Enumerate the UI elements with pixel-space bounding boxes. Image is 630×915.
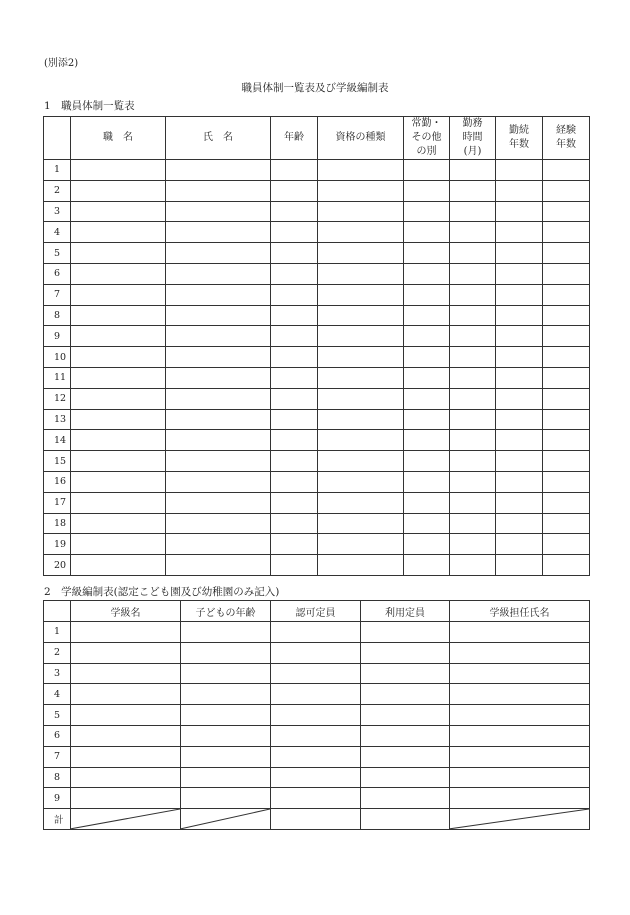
- input-cell[interactable]: [166, 430, 271, 451]
- input-cell[interactable]: [271, 180, 318, 201]
- input-cell[interactable]: [71, 243, 166, 264]
- input-cell[interactable]: [543, 180, 590, 201]
- input-cell[interactable]: [404, 430, 450, 451]
- input-cell[interactable]: [271, 663, 361, 684]
- row-number: 9: [44, 326, 71, 347]
- input-cell[interactable]: [543, 347, 590, 368]
- row-number: 12: [44, 388, 71, 409]
- input-cell[interactable]: [450, 326, 496, 347]
- input-cell[interactable]: [450, 409, 496, 430]
- input-cell[interactable]: [361, 767, 450, 788]
- input-cell[interactable]: [450, 201, 496, 222]
- input-cell[interactable]: [166, 388, 271, 409]
- input-cell[interactable]: [318, 430, 404, 451]
- input-cell[interactable]: [71, 388, 166, 409]
- input-cell[interactable]: [71, 347, 166, 368]
- total-input-cell[interactable]: [361, 809, 450, 830]
- input-cell[interactable]: [271, 388, 318, 409]
- input-cell[interactable]: [496, 326, 543, 347]
- input-cell[interactable]: [166, 409, 271, 430]
- row-number: 2: [44, 642, 71, 663]
- header-position: 職 名: [71, 117, 166, 160]
- input-cell[interactable]: [318, 180, 404, 201]
- input-cell[interactable]: [361, 725, 450, 746]
- input-cell[interactable]: [271, 451, 318, 472]
- input-cell[interactable]: [166, 555, 271, 576]
- input-cell[interactable]: [71, 284, 166, 305]
- staff-row: [44, 284, 590, 305]
- input-cell[interactable]: [496, 347, 543, 368]
- section2-heading: 2 学級編制表(認定こども園及び幼稚園のみ記入): [44, 586, 280, 598]
- input-cell[interactable]: [496, 263, 543, 284]
- input-cell[interactable]: [543, 263, 590, 284]
- input-cell[interactable]: [318, 388, 404, 409]
- row-number: 4: [44, 684, 71, 705]
- input-cell[interactable]: [543, 243, 590, 264]
- input-cell[interactable]: [543, 326, 590, 347]
- header-employment-type: 常勤・ その他 の別: [404, 117, 450, 160]
- header-teacher-name: 学級担任氏名: [450, 601, 590, 622]
- input-cell[interactable]: [271, 305, 318, 326]
- staff-row: [44, 222, 590, 243]
- struck-cell: [181, 809, 271, 830]
- input-cell[interactable]: [496, 555, 543, 576]
- input-cell[interactable]: [543, 222, 590, 243]
- input-cell[interactable]: [166, 180, 271, 201]
- staff-row: [44, 513, 590, 534]
- input-cell[interactable]: [71, 160, 166, 181]
- input-cell[interactable]: [450, 534, 496, 555]
- input-cell[interactable]: [318, 471, 404, 492]
- input-cell[interactable]: [71, 534, 166, 555]
- staff-row: [44, 263, 590, 284]
- row-number: 3: [44, 201, 71, 222]
- input-cell[interactable]: [404, 534, 450, 555]
- row-number: 18: [44, 513, 71, 534]
- input-cell[interactable]: [404, 492, 450, 513]
- class-row: [44, 746, 590, 767]
- input-cell[interactable]: [496, 534, 543, 555]
- input-cell[interactable]: [450, 767, 590, 788]
- row-number: 5: [44, 243, 71, 264]
- input-cell[interactable]: [404, 555, 450, 576]
- header-class-name: 学級名: [71, 601, 181, 622]
- input-cell[interactable]: [71, 367, 166, 388]
- input-cell[interactable]: [71, 222, 166, 243]
- input-cell[interactable]: [361, 746, 450, 767]
- row-number: 14: [44, 430, 71, 451]
- class-table: [43, 600, 590, 830]
- input-cell[interactable]: [166, 326, 271, 347]
- input-cell[interactable]: [361, 642, 450, 663]
- input-cell[interactable]: [450, 367, 496, 388]
- input-cell[interactable]: [166, 367, 271, 388]
- input-cell[interactable]: [166, 222, 271, 243]
- row-number: 7: [44, 746, 71, 767]
- input-cell[interactable]: [271, 471, 318, 492]
- input-cell[interactable]: [166, 492, 271, 513]
- row-number: 3: [44, 663, 71, 684]
- input-cell[interactable]: [450, 622, 590, 643]
- row-number: 10: [44, 347, 71, 368]
- row-number: 8: [44, 305, 71, 326]
- input-cell[interactable]: [450, 284, 496, 305]
- input-cell[interactable]: [318, 326, 404, 347]
- row-number: 1: [44, 622, 71, 643]
- input-cell[interactable]: [543, 534, 590, 555]
- struck-cell: [450, 809, 590, 830]
- input-cell[interactable]: [361, 663, 450, 684]
- input-cell[interactable]: [543, 367, 590, 388]
- input-cell[interactable]: [450, 430, 496, 451]
- input-cell[interactable]: [318, 243, 404, 264]
- row-number: 17: [44, 492, 71, 513]
- input-cell[interactable]: [166, 451, 271, 472]
- input-cell[interactable]: [496, 492, 543, 513]
- header-authorized-capacity: 認可定員: [271, 601, 361, 622]
- row-number: 9: [44, 788, 71, 809]
- input-cell[interactable]: [450, 555, 496, 576]
- input-cell[interactable]: [71, 326, 166, 347]
- input-cell[interactable]: [71, 201, 166, 222]
- input-cell[interactable]: [271, 684, 361, 705]
- input-cell[interactable]: [404, 263, 450, 284]
- input-cell[interactable]: [450, 471, 496, 492]
- input-cell[interactable]: [404, 243, 450, 264]
- input-cell[interactable]: [450, 160, 496, 181]
- input-cell[interactable]: [271, 284, 318, 305]
- input-cell[interactable]: [181, 746, 271, 767]
- input-cell[interactable]: [450, 243, 496, 264]
- header-years-experience: 経験 年数: [543, 117, 590, 160]
- input-cell[interactable]: [543, 305, 590, 326]
- input-cell[interactable]: [271, 705, 361, 726]
- input-cell[interactable]: [318, 160, 404, 181]
- input-cell[interactable]: [166, 347, 271, 368]
- input-cell[interactable]: [543, 160, 590, 181]
- input-cell[interactable]: [166, 513, 271, 534]
- input-cell[interactable]: [404, 367, 450, 388]
- header-child-age: 子どもの年齢: [181, 601, 271, 622]
- class-row: [44, 705, 590, 726]
- class-row: [44, 725, 590, 746]
- row-number: 7: [44, 284, 71, 305]
- input-cell[interactable]: [271, 788, 361, 809]
- input-cell[interactable]: [71, 492, 166, 513]
- input-cell[interactable]: [496, 388, 543, 409]
- input-cell[interactable]: [404, 513, 450, 534]
- input-cell[interactable]: [181, 725, 271, 746]
- input-cell[interactable]: [496, 284, 543, 305]
- input-cell[interactable]: [496, 367, 543, 388]
- staff-row: [44, 326, 590, 347]
- input-cell[interactable]: [496, 222, 543, 243]
- document-title: 職員体制一覧表及び学級編制表: [241, 82, 389, 94]
- row-number: 13: [44, 409, 71, 430]
- input-cell[interactable]: [318, 347, 404, 368]
- input-cell[interactable]: [543, 492, 590, 513]
- input-cell[interactable]: [166, 305, 271, 326]
- staff-row: [44, 367, 590, 388]
- input-cell[interactable]: [450, 513, 496, 534]
- input-cell[interactable]: [496, 180, 543, 201]
- input-cell[interactable]: [450, 451, 496, 472]
- input-cell[interactable]: [166, 201, 271, 222]
- input-cell[interactable]: [71, 725, 181, 746]
- staff-row: [44, 409, 590, 430]
- staff-row: [44, 451, 590, 472]
- input-cell[interactable]: [181, 705, 271, 726]
- input-cell[interactable]: [404, 347, 450, 368]
- staff-row: [44, 305, 590, 326]
- input-cell[interactable]: [318, 513, 404, 534]
- input-cell[interactable]: [271, 160, 318, 181]
- input-cell[interactable]: [496, 201, 543, 222]
- input-cell[interactable]: [71, 555, 166, 576]
- input-cell[interactable]: [181, 767, 271, 788]
- input-cell[interactable]: [404, 451, 450, 472]
- input-cell[interactable]: [71, 663, 181, 684]
- input-cell[interactable]: [404, 388, 450, 409]
- input-cell[interactable]: [318, 555, 404, 576]
- input-cell[interactable]: [271, 725, 361, 746]
- header-name: 氏 名: [166, 117, 271, 160]
- input-cell[interactable]: [181, 642, 271, 663]
- total-label: 計: [44, 809, 71, 830]
- diagonal-strike-line: [450, 809, 589, 829]
- input-cell[interactable]: [450, 705, 590, 726]
- staff-row: [44, 430, 590, 451]
- input-cell[interactable]: [450, 684, 590, 705]
- input-cell[interactable]: [318, 222, 404, 243]
- class-table-header: [44, 601, 590, 622]
- input-cell[interactable]: [450, 305, 496, 326]
- input-cell[interactable]: [543, 555, 590, 576]
- input-cell[interactable]: [271, 767, 361, 788]
- input-cell[interactable]: [496, 305, 543, 326]
- input-cell[interactable]: [271, 326, 318, 347]
- input-cell[interactable]: [71, 451, 166, 472]
- row-number: 6: [44, 725, 71, 746]
- row-number: 11: [44, 367, 71, 388]
- input-cell[interactable]: [71, 642, 181, 663]
- diagonal-strike-line: [181, 809, 270, 829]
- row-number: 20: [44, 555, 71, 576]
- section1-heading: 1 職員体制一覧表: [44, 100, 135, 112]
- input-cell[interactable]: [318, 451, 404, 472]
- row-number: 8: [44, 767, 71, 788]
- header-blank: [44, 601, 71, 622]
- input-cell[interactable]: [543, 471, 590, 492]
- input-cell[interactable]: [450, 642, 590, 663]
- input-cell[interactable]: [71, 263, 166, 284]
- input-cell[interactable]: [496, 451, 543, 472]
- class-row: [44, 788, 590, 809]
- input-cell[interactable]: [404, 305, 450, 326]
- input-cell[interactable]: [166, 263, 271, 284]
- row-number: 4: [44, 222, 71, 243]
- input-cell[interactable]: [166, 160, 271, 181]
- total-input-cell[interactable]: [271, 809, 361, 830]
- input-cell[interactable]: [496, 160, 543, 181]
- struck-cell: [71, 809, 181, 830]
- input-cell[interactable]: [166, 284, 271, 305]
- input-cell[interactable]: [496, 513, 543, 534]
- input-cell[interactable]: [71, 622, 181, 643]
- input-cell[interactable]: [543, 201, 590, 222]
- input-cell[interactable]: [450, 263, 496, 284]
- staff-row: [44, 180, 590, 201]
- input-cell[interactable]: [361, 788, 450, 809]
- input-cell[interactable]: [496, 471, 543, 492]
- input-cell[interactable]: [543, 409, 590, 430]
- input-cell[interactable]: [450, 725, 590, 746]
- input-cell[interactable]: [318, 263, 404, 284]
- header-qualification: 資格の種類: [318, 117, 404, 160]
- class-row: [44, 663, 590, 684]
- header-work-hours: 勤務 時間 (月): [450, 117, 496, 160]
- input-cell[interactable]: [271, 243, 318, 264]
- input-cell[interactable]: [166, 471, 271, 492]
- class-row: [44, 642, 590, 663]
- staff-row: [44, 534, 590, 555]
- staff-row: [44, 160, 590, 181]
- input-cell[interactable]: [496, 430, 543, 451]
- row-number: 15: [44, 451, 71, 472]
- input-cell[interactable]: [318, 492, 404, 513]
- input-cell[interactable]: [181, 663, 271, 684]
- input-cell[interactable]: [543, 451, 590, 472]
- input-cell[interactable]: [271, 746, 361, 767]
- input-cell[interactable]: [450, 788, 590, 809]
- input-cell[interactable]: [71, 430, 166, 451]
- input-cell[interactable]: [271, 347, 318, 368]
- input-cell[interactable]: [71, 409, 166, 430]
- input-cell[interactable]: [271, 492, 318, 513]
- staff-row: [44, 471, 590, 492]
- input-cell[interactable]: [271, 263, 318, 284]
- input-cell[interactable]: [450, 492, 496, 513]
- staff-table-header: [44, 117, 590, 160]
- input-cell[interactable]: [450, 180, 496, 201]
- diagonal-strike-line: [71, 809, 180, 829]
- input-cell[interactable]: [181, 622, 271, 643]
- input-cell[interactable]: [71, 746, 181, 767]
- header-usage-capacity: 利用定員: [361, 601, 450, 622]
- input-cell[interactable]: [71, 767, 181, 788]
- staff-row: [44, 555, 590, 576]
- header-years-service: 勤続 年数: [496, 117, 543, 160]
- input-cell[interactable]: [318, 534, 404, 555]
- row-number: 16: [44, 471, 71, 492]
- input-cell[interactable]: [318, 284, 404, 305]
- input-cell[interactable]: [271, 409, 318, 430]
- staff-row: [44, 243, 590, 264]
- input-cell[interactable]: [271, 201, 318, 222]
- input-cell[interactable]: [166, 243, 271, 264]
- header-age: 年齢: [271, 117, 318, 160]
- class-row: [44, 684, 590, 705]
- input-cell[interactable]: [450, 746, 590, 767]
- row-number: 2: [44, 180, 71, 201]
- input-cell[interactable]: [404, 222, 450, 243]
- input-cell[interactable]: [361, 705, 450, 726]
- input-cell[interactable]: [543, 388, 590, 409]
- input-cell[interactable]: [496, 243, 543, 264]
- input-cell[interactable]: [71, 705, 181, 726]
- input-cell[interactable]: [181, 788, 271, 809]
- input-cell[interactable]: [450, 388, 496, 409]
- input-cell[interactable]: [271, 222, 318, 243]
- row-number: 6: [44, 263, 71, 284]
- input-cell[interactable]: [361, 622, 450, 643]
- input-cell[interactable]: [404, 409, 450, 430]
- row-number: 1: [44, 160, 71, 181]
- input-cell[interactable]: [318, 305, 404, 326]
- input-cell[interactable]: [404, 180, 450, 201]
- attachment-label: (別添2): [44, 58, 79, 69]
- input-cell[interactable]: [71, 513, 166, 534]
- staff-table: [43, 116, 590, 576]
- input-cell[interactable]: [271, 513, 318, 534]
- input-cell[interactable]: [404, 160, 450, 181]
- class-row: [44, 622, 590, 643]
- input-cell[interactable]: [318, 409, 404, 430]
- staff-row: [44, 492, 590, 513]
- input-cell[interactable]: [71, 684, 181, 705]
- staff-row: [44, 347, 590, 368]
- input-cell[interactable]: [404, 201, 450, 222]
- row-number: 19: [44, 534, 71, 555]
- input-cell[interactable]: [543, 430, 590, 451]
- input-cell[interactable]: [71, 471, 166, 492]
- input-cell[interactable]: [496, 409, 543, 430]
- total-row: [44, 809, 590, 830]
- row-number: 5: [44, 705, 71, 726]
- input-cell[interactable]: [271, 534, 318, 555]
- input-cell[interactable]: [271, 430, 318, 451]
- input-cell[interactable]: [404, 471, 450, 492]
- input-cell[interactable]: [404, 284, 450, 305]
- staff-row: [44, 201, 590, 222]
- input-cell[interactable]: [543, 513, 590, 534]
- input-cell[interactable]: [271, 555, 318, 576]
- input-cell[interactable]: [450, 663, 590, 684]
- header-blank: [44, 117, 71, 160]
- input-cell[interactable]: [271, 622, 361, 643]
- input-cell[interactable]: [404, 326, 450, 347]
- input-cell[interactable]: [181, 684, 271, 705]
- input-cell[interactable]: [318, 367, 404, 388]
- input-cell[interactable]: [71, 180, 166, 201]
- staff-row: [44, 388, 590, 409]
- input-cell[interactable]: [450, 222, 496, 243]
- input-cell[interactable]: [71, 305, 166, 326]
- input-cell[interactable]: [450, 347, 496, 368]
- input-cell[interactable]: [271, 642, 361, 663]
- input-cell[interactable]: [71, 788, 181, 809]
- class-row: [44, 767, 590, 788]
- input-cell[interactable]: [361, 684, 450, 705]
- input-cell[interactable]: [543, 284, 590, 305]
- input-cell[interactable]: [271, 367, 318, 388]
- input-cell[interactable]: [318, 201, 404, 222]
- input-cell[interactable]: [166, 534, 271, 555]
